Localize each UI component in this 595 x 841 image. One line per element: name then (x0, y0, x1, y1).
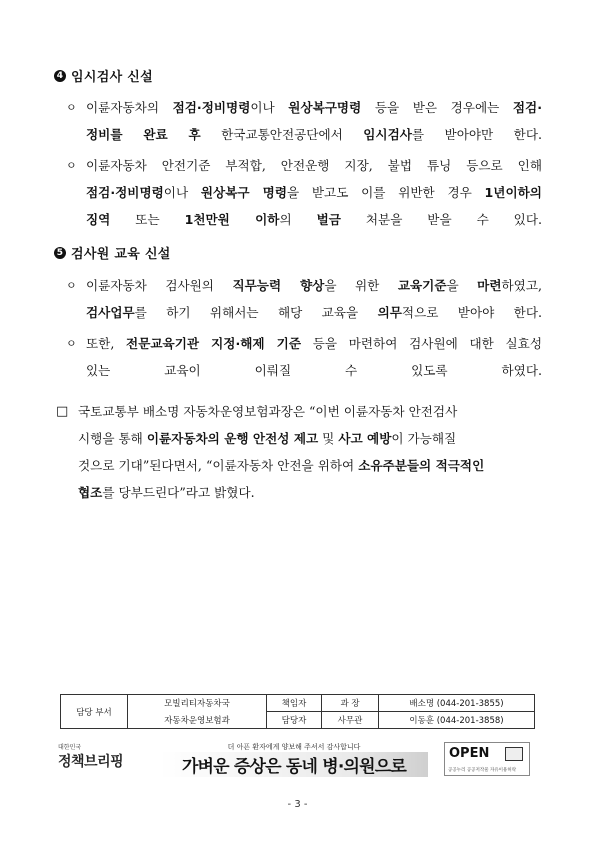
director-quote (56, 398, 540, 506)
bullet-education-institution (66, 330, 542, 384)
text-line: 것으로 기대”된다면서, “이륜자동차 안전을 위하여 소유주분들의 적극적인 (78, 458, 485, 473)
role-cell: 책임자 (267, 695, 322, 712)
open-subtext: 공공누리 공공저작물 자유이용허락 (448, 768, 517, 773)
text-line: 이륜자동차 검사원의 직무능력 향상을 위한 교육기준을 마련하였고, (86, 278, 542, 293)
section-5-title (54, 243, 171, 262)
name-phone-cell: 이동훈 (044-201-3858) (379, 712, 535, 729)
text-line: 또한, 전문교육기관 지정·해제 기준 등을 마련하여 검사원에 대한 실효성 (86, 336, 543, 351)
text-line: 시행을 통해 이륜자동차의 운행 안전성 제고 및 사고 예방이 가능해질 (78, 431, 457, 446)
text-line: 징역 또는 1천만원 이하의 벌금 처분을 받을 수 있다. (86, 212, 543, 227)
square-bullet-icon: □ (56, 404, 69, 419)
text-line: 이륜자동차 안전기준 부적합, 안전운행 지장, 불법 튜닝 등으로 인해 (86, 158, 542, 173)
section-title-text: 검사원 교육 신설 (71, 247, 171, 262)
bullet-circle-icon: ㅇ (66, 279, 77, 292)
text-line: 이륜자동차의 점검·정비명령이나 원상복구명령 등을 받은 경우에는 점검· (86, 100, 542, 115)
logo-main-text: 정책브리핑 (58, 754, 124, 770)
dept-cell: 모빌리티자동차국 (128, 695, 267, 712)
footer-banner (58, 742, 538, 776)
text-line: 협조를 당부드린다”라고 밝혔다. (78, 485, 255, 500)
license-icon (505, 747, 523, 761)
position-cell: 과 장 (322, 695, 379, 712)
campaign-banner (160, 742, 428, 776)
text-line: 정비를 완료 후 한국교통안전공단에서 임시검사를 받아야만 한다. (86, 127, 542, 142)
role-cell: 담당자 (267, 712, 322, 729)
bullet-inspector-education (66, 272, 542, 326)
text-line: 있는 교육이 이뤄질 수 있도록 하였다. (86, 363, 542, 378)
contact-table (60, 694, 535, 729)
open-text: OPEN (449, 746, 490, 761)
name-phone-cell: 배소명 (044-201-3855) (379, 695, 535, 712)
dept-cell: 자동차운영보험과 (128, 712, 267, 729)
section-4-title (54, 66, 153, 85)
kogl-open-badge (444, 742, 530, 776)
banner-caption: 더 아픈 환자에게 양보해 주셔서 감사합니다 (227, 743, 361, 751)
bullet-penalty (66, 152, 542, 233)
banner-slogan: 가벼운 증상은 동네 병·의원으로 (160, 752, 428, 777)
bullet-circle-icon: ㅇ (66, 337, 77, 350)
section-number-badge: 5 (54, 247, 66, 259)
section-number-badge: 4 (54, 70, 66, 82)
page-number: - 3 - (287, 799, 308, 810)
section-title-text: 임시검사 신설 (71, 70, 153, 85)
bullet-circle-icon: ㅇ (66, 159, 77, 172)
logo-top-text: 대한민국 (58, 744, 82, 751)
text-line: 검사업무를 하기 위해서는 해당 교육을 의무적으로 받아야 한다. (86, 305, 542, 320)
bullet-circle-icon: ㅇ (66, 101, 77, 114)
bullet-temporary-inspection (66, 94, 542, 148)
dept-label-cell: 담당 부서 (61, 695, 128, 729)
text-line: 국토교통부 배소명 자동차운영보험과장은 “이번 이륜자동차 안전검사 (78, 404, 458, 419)
text-line: 점검·정비명령이나 원상복구 명령을 받고도 이를 위반한 경우 1년이하의 (86, 185, 542, 200)
position-cell: 사무관 (322, 712, 379, 729)
policy-briefing-logo (58, 742, 133, 776)
